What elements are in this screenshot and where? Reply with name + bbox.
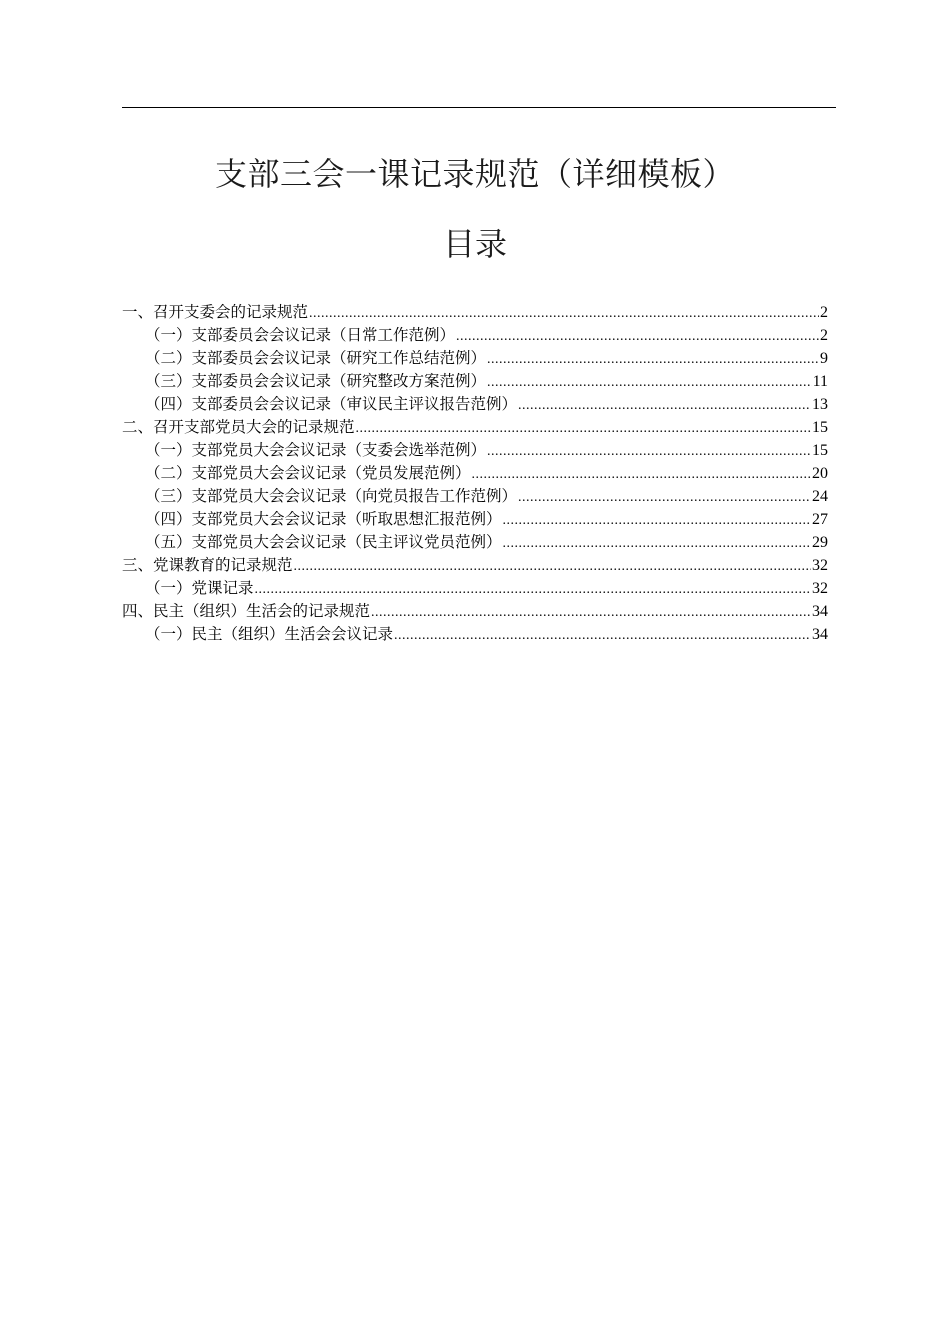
toc-entry-page: 34 <box>812 603 828 620</box>
toc-dot-leader <box>394 624 811 647</box>
toc-entry[interactable] <box>122 508 828 531</box>
toc-entry-title: 一、召开支委会的记录规范 <box>122 303 309 321</box>
toc-entry-page: 32 <box>812 557 828 574</box>
toc-dot-leader <box>255 578 811 601</box>
toc-entry-title: （二）支部党员大会会议记录（党员发展范例） <box>145 464 471 482</box>
toc-dot-leader <box>356 417 811 440</box>
toc-entry[interactable] <box>122 347 828 370</box>
toc-dot-leader <box>503 509 811 532</box>
toc-heading: 目录 <box>442 225 507 263</box>
toc-entry-title: 二、召开支部党员大会的记录规范 <box>122 418 355 436</box>
toc-entry[interactable] <box>122 301 828 324</box>
toc-entry[interactable] <box>122 439 828 462</box>
toc-entry-title: （三）支部委员会会议记录（研究整改方案范例） <box>145 372 487 390</box>
toc-dot-leader <box>518 486 811 509</box>
table-of-contents <box>122 301 828 646</box>
toc-dot-leader <box>309 302 819 325</box>
toc-entry[interactable] <box>122 416 828 439</box>
toc-entry[interactable] <box>122 462 828 485</box>
toc-entry-page: 32 <box>812 580 828 597</box>
toc-entry[interactable] <box>122 623 828 646</box>
toc-entry-page: 13 <box>812 396 828 413</box>
toc-dot-leader <box>487 440 811 463</box>
toc-entry[interactable] <box>122 393 828 416</box>
toc-entry-page: 9 <box>820 350 828 367</box>
toc-entry-page: 34 <box>812 626 828 643</box>
toc-entry-page: 15 <box>812 442 828 459</box>
toc-entry-title: 四、民主（组织）生活会的记录规范 <box>122 602 371 620</box>
toc-dot-leader <box>371 601 811 624</box>
toc-dot-leader <box>294 555 811 578</box>
toc-dot-leader <box>487 371 812 394</box>
toc-dot-leader <box>472 463 811 486</box>
toc-entry-title: （五）支部党员大会会议记录（民主评议党员范例） <box>145 533 502 551</box>
toc-entry-title: （二）支部委员会会议记录（研究工作总结范例） <box>145 349 487 367</box>
toc-entry[interactable] <box>122 531 828 554</box>
toc-entry[interactable] <box>122 554 828 577</box>
toc-entry-page: 15 <box>812 419 828 436</box>
toc-entry[interactable] <box>122 577 828 600</box>
toc-entry[interactable] <box>122 324 828 347</box>
toc-entry-page: 2 <box>820 304 828 321</box>
toc-entry-page: 27 <box>812 511 828 528</box>
toc-dot-leader <box>487 348 819 371</box>
toc-dot-leader <box>456 325 819 348</box>
toc-entry-title: 三、党课教育的记录规范 <box>122 556 293 574</box>
toc-entry-title: （四）支部委员会会议记录（审议民主评议报告范例） <box>145 395 518 413</box>
toc-entry-title: （一）民主（组织）生活会会议记录 <box>145 625 394 643</box>
toc-entry-page: 29 <box>812 534 828 551</box>
toc-entry[interactable] <box>122 600 828 623</box>
toc-entry-page: 11 <box>812 373 828 390</box>
toc-entry-title: （一）支部党员大会会议记录（支委会选举范例） <box>145 441 487 459</box>
toc-entry-title: （一）支部委员会会议记录（日常工作范例） <box>145 326 456 344</box>
toc-entry[interactable] <box>122 485 828 508</box>
toc-entry-title: （一）党课记录 <box>145 579 254 597</box>
toc-entry-page: 2 <box>820 327 828 344</box>
toc-entry-title: （三）支部党员大会会议记录（向党员报告工作范例） <box>145 487 518 505</box>
toc-entry-title: （四）支部党员大会会议记录（听取思想汇报范例） <box>145 510 502 528</box>
toc-entry[interactable] <box>122 370 828 393</box>
toc-entry-page: 24 <box>812 488 828 505</box>
document-title: 支部三会一课记录规范（详细模板） <box>214 155 735 193</box>
toc-dot-leader <box>503 532 811 555</box>
header-rule <box>122 107 836 108</box>
toc-entry-page: 20 <box>812 465 828 482</box>
toc-dot-leader <box>518 394 811 417</box>
